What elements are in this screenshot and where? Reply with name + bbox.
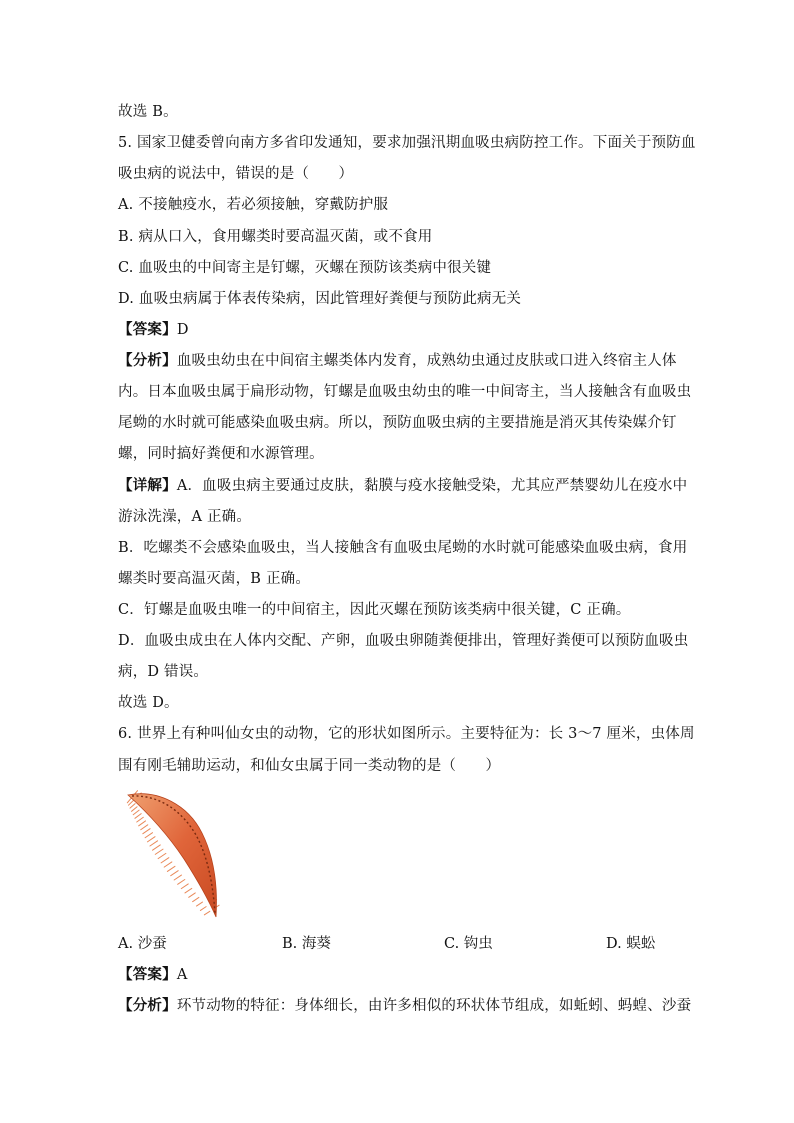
worm-bristle — [204, 911, 209, 915]
worm-bristle — [178, 879, 185, 884]
q6-option-a: A. 沙蚕 — [118, 936, 167, 952]
q6-stem-line-2: 围有刚毛辅助运动，和仙女虫属于同一类动物的是（ ） — [118, 758, 501, 774]
worm-bristle — [167, 866, 175, 871]
q5-detail-line-2: 游泳洗澡，A 正确。 — [118, 509, 252, 525]
worm-bristle — [150, 841, 158, 846]
q5-analysis-line-3: 尾蚴的水时就可能感染血吸虫病。所以，预防血吸虫病的主要措施是消灭其传染媒介钉 — [118, 415, 677, 431]
worm-bristle — [193, 897, 199, 901]
worm-bristle — [135, 814, 141, 819]
q6-option-c: C. 钩虫 — [444, 936, 493, 952]
answer-label: 【答案】 — [118, 966, 177, 983]
analysis-text: 血吸虫幼虫在中间宿主螺类体内发育，成熟幼虫通过皮肤或口进入终宿主人体 — [176, 353, 677, 369]
worm-icon — [118, 785, 230, 925]
detail-label: 【详解】 — [118, 477, 177, 494]
q5-option-c: C. 血吸虫的中间寄主是钉螺，灭螺在预防该类病中很关键 — [118, 260, 492, 276]
analysis-text: 环节动物的特征：身体细长，由许多相似的环状体节组成，如蚯蚓、蚂蝗、沙蚕 — [176, 998, 692, 1014]
analysis-label: 【分析】 — [118, 352, 177, 369]
analysis-label: 【分析】 — [118, 997, 177, 1014]
worm-bristle — [189, 893, 196, 897]
q6-option-b: B. 海葵 — [282, 936, 331, 952]
q5-detail-line-6: D．血吸虫成虫在人体内交配、产卵，血吸虫卵随粪便排出，管理好粪便可以预防血吸虫 — [118, 633, 689, 649]
q5-analysis-line-4: 螺，同时搞好粪便和水源管理。 — [118, 446, 324, 462]
answer-label: 【答案】 — [118, 321, 177, 338]
worm-bristle — [133, 810, 139, 815]
detail-text: A．血吸虫病主要通过皮肤，黏膜与疫水接触受染，尤其应严禁婴幼儿在疫水中 — [176, 478, 688, 494]
worm-bristle — [181, 884, 188, 889]
q5-stem-line-2: 吸虫病的说法中，错误的是（ ） — [118, 166, 354, 182]
worm-bristle — [147, 837, 155, 842]
q5-option-d: D. 血吸虫病属于体表传染病，因此管理好粪便与预防此病无关 — [118, 291, 522, 307]
q5-conclusion: 故选 D。 — [118, 695, 179, 711]
worm-bristle — [128, 801, 133, 806]
q6-stem-line-1: 6. 世界上有种叫仙女虫的动物，它的形状如图所示。主要特征为：长 3～7 厘米，虫体周 — [118, 726, 695, 742]
q5-detail-line-3: B．吃螺类不会感染血吸虫，当人接触含有血吸虫尾蚴的水时就可能感染血吸虫病，食用 — [118, 540, 688, 556]
worm-bristle — [174, 875, 181, 880]
q5-detail-line-1 — [118, 476, 687, 496]
worm-illustration — [118, 785, 230, 925]
worm-bristle — [171, 871, 178, 876]
previous-answer-conclusion: 故选 B。 — [118, 104, 178, 120]
worm-bristle — [130, 804, 135, 809]
q5-analysis-line-2: 内。日本血吸虫属于扁形动物，钉螺是血吸虫幼虫的唯一中间寄主，当人接触含有血吸虫 — [118, 384, 692, 400]
answer-value: D — [176, 322, 189, 338]
worm-bristle — [132, 807, 138, 812]
worm-bristle — [143, 829, 150, 834]
q5-option-b: B. 病从口入，食用螺类时要高温灭菌，或不食用 — [118, 229, 433, 245]
answer-value: A — [176, 967, 188, 983]
q5-detail-line-4: 螺类时要高温灭菌，B 正确。 — [118, 571, 311, 587]
worm-bristle — [200, 907, 206, 911]
worm-bristle — [137, 817, 144, 822]
q5-answer — [118, 320, 189, 340]
worm-bristle — [141, 825, 148, 830]
q5-analysis-line-1 — [118, 351, 677, 371]
worm-bristle — [127, 798, 131, 803]
worm-bristle — [153, 845, 161, 850]
worm-bristle — [196, 902, 202, 906]
worm-bristle — [185, 888, 192, 893]
q6-analysis-line-1 — [118, 996, 691, 1016]
worm-bristle — [145, 833, 152, 838]
q6-option-d: D. 蜈蚣 — [606, 936, 656, 952]
q6-answer — [118, 965, 187, 985]
q5-detail-line-7: 病，D 错误。 — [118, 664, 209, 680]
worm-bristle — [161, 858, 169, 863]
worm-bristle — [139, 821, 146, 826]
q5-stem-line-1: 5. 国家卫健委曾向南方多省印发通知，要求加强汛期血吸虫病防控工作。下面关于预防血 — [118, 135, 696, 151]
worm-bristle — [164, 862, 172, 867]
q5-detail-line-5: C．钉螺是血吸虫唯一的中间宿主，因此灭螺在预防该类病中很关键，C 正确。 — [118, 602, 631, 618]
q5-option-a: A. 不接触疫水，若必须接触，穿戴防护服 — [118, 197, 389, 213]
worm-bristle — [158, 853, 166, 858]
worm-bristle — [155, 849, 163, 854]
